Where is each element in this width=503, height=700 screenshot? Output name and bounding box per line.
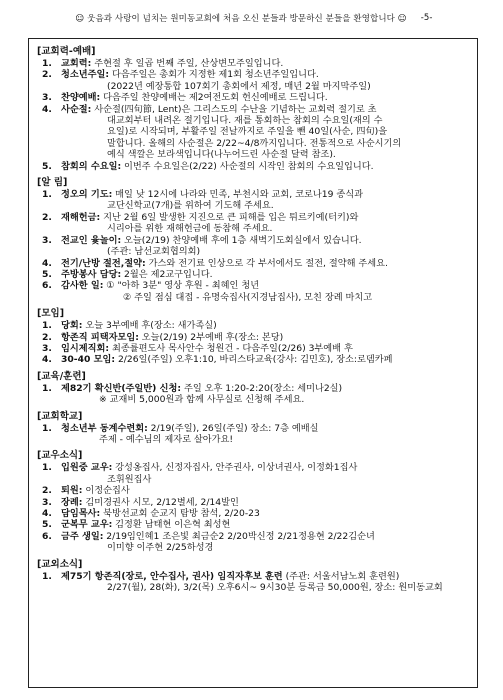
item-heading: 전기/난방 절전,절약: <box>61 257 146 269</box>
item-text-line: 요일)로 시작되며, 부활주일 전날까지로 주일을 뺀 40일(사순, 四旬)을 <box>107 126 388 138</box>
item-text-line: 지난 2월 6일 발생한 지진으로 큰 피해를 입은 튀르키예(터키)와 <box>103 211 359 223</box>
item-text-line: 이미향 이주현 2/25하성경 <box>107 542 214 554</box>
item-text-line: 오늘(2/19) 찬양예배 후에 1층 새벽기도회실에서 있습니다. <box>124 234 362 246</box>
announcement-item <box>37 161 469 172</box>
item-text-line: 가스와 전기료 인상으로 각 부서에서도 절전, 절약해 주세요. <box>148 257 388 269</box>
announcement-item <box>37 508 469 519</box>
announcement-item <box>37 258 469 269</box>
item-text-line: 말합니다. 올해의 사순절은 2/22~4/8까지입니다. 전통적으로 사순시기의 <box>107 137 402 149</box>
section-title: [알 림] <box>37 177 68 189</box>
section-title: [교외소식] <box>37 558 83 570</box>
item-text-line: ※ 교재비 5,000원과 함께 사무실로 신청해 주세요. <box>99 394 305 406</box>
item-text-line: 다음주일 찬양예배는 제2여전도회 헌신예배로 드립니다. <box>103 92 328 104</box>
announcement-item <box>37 235 469 258</box>
announcement-item <box>37 354 469 365</box>
item-text-line: 예식 색깔은 보라색입니다(나누어드린 사순절 달력 참조). <box>107 149 336 161</box>
item-number: 2. <box>42 485 52 497</box>
item-heading: 금주 생일: <box>61 530 104 542</box>
item-heading: 청소년주일: <box>61 69 110 81</box>
item-number: 3. <box>42 496 52 508</box>
announcement-item <box>37 69 469 92</box>
item-number: 2. <box>42 331 52 343</box>
announcement-item <box>37 531 469 554</box>
announcement-item <box>37 497 469 508</box>
item-number: 2. <box>42 211 52 223</box>
item-number: 1. <box>42 320 52 332</box>
item-text-line: 북방선교회 순교지 탐방 참석, 2/20-23 <box>103 508 260 519</box>
item-number: 4. <box>42 257 52 269</box>
announcement-item <box>37 189 469 212</box>
announcement-item <box>37 383 469 406</box>
announcement-item <box>37 571 469 594</box>
announcement-item <box>37 280 469 303</box>
item-number: 4. <box>42 354 52 366</box>
item-heading: 청소년부 동계수련회: <box>61 422 148 434</box>
item-number: 3. <box>42 234 52 246</box>
item-text-line: 김정환 남태현 이은혁 최성현 <box>115 519 231 531</box>
item-text-line: 2월은 제2교구입니다. <box>124 268 213 280</box>
item-number: 1. <box>42 462 52 474</box>
item-text-line: 이번주 수요일은(2/22) 사순절의 시작인 참회의 수요일입니다. <box>124 160 374 172</box>
item-text-line: 오늘 3부예배 후(장소: 새가족실) <box>85 320 217 332</box>
item-text-line: (2022년 예장통합 107회기 총회에서 제정, 매년 2월 마지막주일) <box>107 80 371 92</box>
page-header <box>28 0 480 32</box>
item-text-line: 사순절(四旬節, Lent)은 그리스도의 수난을 기념하는 교회력 절기로 초 <box>94 103 377 115</box>
announcement-item <box>37 519 469 530</box>
item-text-line: 김미경권사 시모, 2/12별세, 2/14발인 <box>85 496 239 508</box>
item-number: 1. <box>42 189 52 201</box>
item-text-line: 주제 - 예수님의 제자로 살아가요! <box>99 433 234 445</box>
item-text-line: 주일 오후 1:20-2:20(장소: 세미나2실) <box>183 382 343 394</box>
section-title: [모임] <box>37 308 65 320</box>
item-number: 6. <box>42 530 52 542</box>
item-number: 5. <box>42 268 52 280</box>
item-heading: 30-40 모임: <box>61 354 116 366</box>
announcement-section <box>37 558 469 594</box>
item-text-line: 2/19임인혜1 조은빛 최금순2 2/20박신정 2/21정용현 2/22김순녀 <box>106 530 375 542</box>
item-heading: 전교인 윷놀이: <box>61 234 122 246</box>
announcement-item <box>37 423 469 446</box>
item-number: 1. <box>42 570 52 582</box>
announcement-section <box>37 176 469 303</box>
item-text-line: 대교회부터 내려온 절기입니다. 재를 통회하는 참회의 수요일(재의 수 <box>107 115 383 127</box>
item-text-line: (주관: 남선교회협의회) <box>107 246 201 258</box>
item-heading: 입원중 교우: <box>61 462 113 474</box>
item-heading: 임시제직회: <box>61 342 110 354</box>
announcement-sections <box>37 45 469 593</box>
item-number: 2. <box>42 69 52 81</box>
item-heading: 감사한 일: <box>61 280 104 292</box>
announcement-item <box>37 212 469 235</box>
announcement-item <box>37 343 469 354</box>
announcement-item <box>37 104 469 161</box>
item-text-line: 최종률편도사 목사안수 청원건 - 다음주일(2/26) 3부예배 후 <box>111 342 353 354</box>
announcement-item <box>37 269 469 280</box>
page-number: -5- <box>420 13 433 23</box>
announcement-item <box>37 320 469 331</box>
announcement-item <box>37 92 469 103</box>
item-number: 1. <box>42 58 52 69</box>
section-title: [교회학교] <box>37 410 83 422</box>
announcements-box <box>28 38 478 688</box>
item-number: 4. <box>42 103 52 115</box>
announcement-section <box>37 449 469 553</box>
announcement-section <box>37 370 469 406</box>
announcement-item <box>37 332 469 343</box>
announcement-section <box>37 45 469 172</box>
item-heading: 제75기 항존직(장로, 안수집사, 권사) 임직자후보 훈련 <box>61 570 283 582</box>
item-heading: 군복무 교우: <box>61 519 113 531</box>
welcome-banner: ☺ 웃음과 사랑이 넘치는 원미동교회에 처음 오신 분들과 방문하신 분들을 환영합니다 ☺ <box>75 14 407 24</box>
bulletin-page <box>28 0 480 594</box>
item-heading: 장례: <box>61 496 83 508</box>
announcement-section <box>37 307 469 366</box>
item-text-line: 매일 낮 12시에 나라와 민족, 부천시와 교회, 코로나19 종식과 <box>115 189 364 201</box>
section-title: [교우소식] <box>37 450 83 462</box>
item-heading: 항존직 피택자모임: <box>61 331 139 343</box>
item-heading: 교회력: <box>61 58 92 69</box>
item-text-line: 교단신학교(7개)를 위하여 기도해 주세요. <box>107 200 274 212</box>
item-heading: 제82기 확신반(주일반) 신청: <box>61 382 182 394</box>
announcement-item <box>37 485 469 496</box>
item-text-line: ② 주일 점심 대접 - 유명숙집사(지경남집사), 모친 장례 마치고 <box>123 291 373 303</box>
item-text-line: 2/27(월), 28(화), 3/2(목) 오후6시~ 9시30분 등록금 50,000원, 장소: 원미동교회 <box>107 582 443 594</box>
item-heading: 당회: <box>61 320 83 332</box>
announcement-item <box>37 462 469 485</box>
item-number: 5. <box>42 160 52 172</box>
item-number: 3. <box>42 92 52 104</box>
item-text-line: ① "아하 3분" 영상 후원 - 최혜인 청년 <box>106 280 260 292</box>
item-text-line: 주현절 후 일곱 번째 주일, 산상변모주일입니다. <box>94 58 284 69</box>
item-number: 6. <box>42 280 52 292</box>
item-text-line: (주관: 서울서남노회 훈련원) <box>285 570 400 582</box>
item-text-line: 조휘원집사 <box>107 473 152 485</box>
item-text-line: 2/26일(주일) 오후1:10, 바리스타교육(강사: 김민호), 장소:로뎀카페 <box>117 354 393 366</box>
item-heading: 퇴원: <box>61 485 83 497</box>
item-heading: 사순절: <box>61 103 92 115</box>
section-title: [교육/훈련] <box>37 370 86 382</box>
item-text-line: 시리아를 위한 재해헌금에 동참해 주세요. <box>107 223 273 235</box>
item-heading: 정오의 기도: <box>61 189 113 201</box>
item-number: 1. <box>42 422 52 434</box>
item-text-line: 오늘(2/19) 2부예배 후(장소: 본당) <box>141 331 284 343</box>
item-text-line: 다음주일은 총회가 지정한 제1회 청소년주일입니다. <box>111 69 319 81</box>
announcement-item <box>37 58 469 69</box>
item-text-line: 강성옹집사, 신정자집사, 안주권사, 이상녀권사, 이정화1집사 <box>115 462 358 474</box>
item-number: 4. <box>42 508 52 519</box>
item-text-line: 이정순집사 <box>85 485 130 497</box>
item-text-line: 2/19(주일), 26일(주일) 장소: 7층 예배실 <box>150 422 319 434</box>
item-heading: 재해헌금: <box>61 211 101 223</box>
item-number: 5. <box>42 519 52 531</box>
section-title: [교회력-예배] <box>37 46 96 57</box>
item-heading: 참회의 수요일: <box>61 160 122 172</box>
item-heading: 찬양예배: <box>61 92 101 104</box>
announcement-section <box>37 410 469 446</box>
item-number: 1. <box>42 382 52 394</box>
item-heading: 담임목사: <box>61 508 101 519</box>
item-number: 3. <box>42 342 52 354</box>
item-heading: 주방봉사 담당: <box>61 268 122 280</box>
